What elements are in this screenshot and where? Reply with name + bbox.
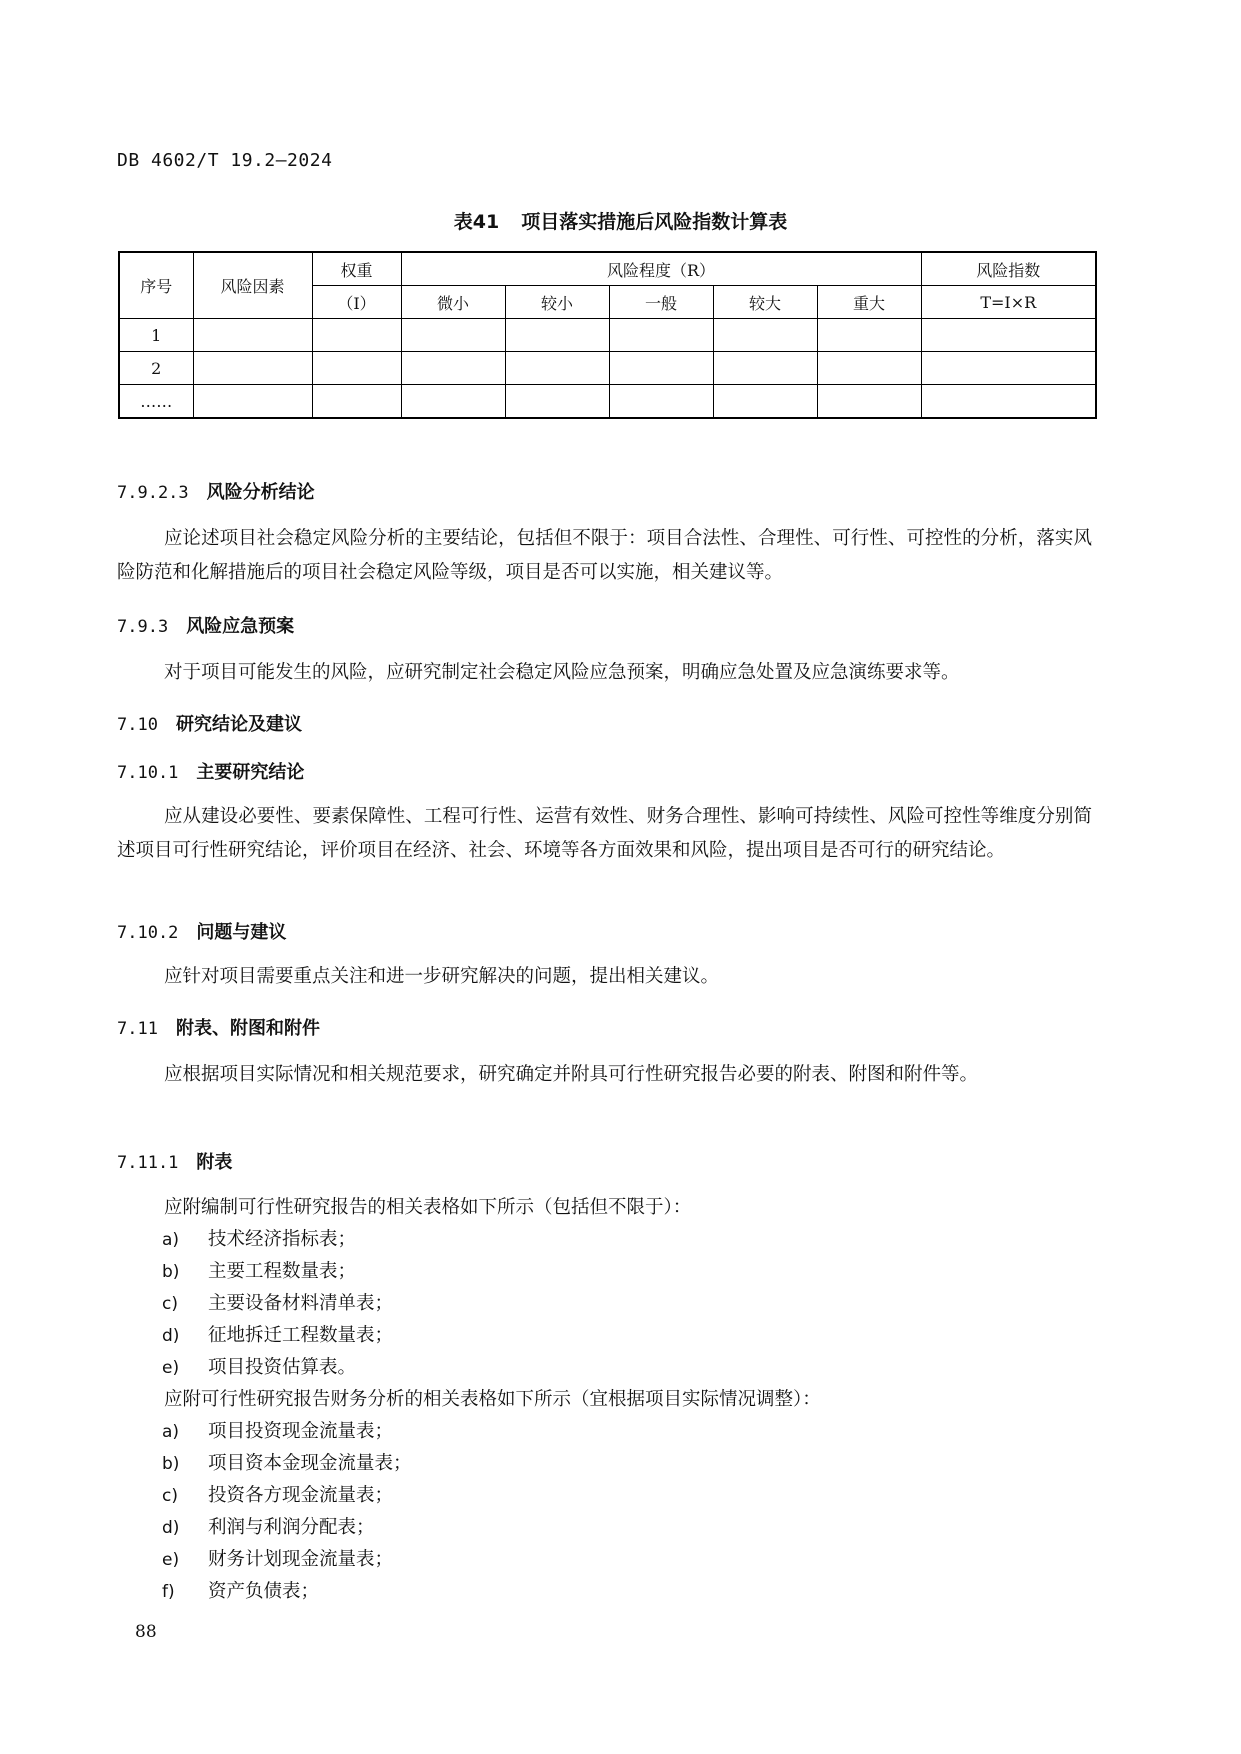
- list-item: d) 征地拆迁工程数量表；: [162, 1325, 394, 1346]
- list-item: a) 技术经济指标表；: [162, 1229, 357, 1250]
- list-item: f) 资产负债表；: [162, 1581, 320, 1602]
- paragraph: 应针对项目需要重点关注和进一步研究解决的问题，提出相关建议。: [164, 966, 720, 987]
- page-number: 88: [135, 1622, 157, 1642]
- paragraph: 应论述项目社会稳定风险分析的主要结论，包括但不限于：项目合法性、合理性、可行性、可控性的分析，落实风险防范和化解措施后的项目社会稳定风险等级，项目是否可以实施，相关建议等。: [117, 528, 1092, 583]
- paragraph: 应从建设必要性、要素保障性、工程可行性、运营有效性、财务合理性、影响可持续性、风险可控性等维度分别简述项目可行性研究结论，评价项目在经济、社会、环境等各方面效果和风险，提出项目是否可行的研究结论。: [117, 806, 1092, 861]
- header-factor: 风险因素: [193, 252, 312, 319]
- section-heading-7-11-1: 7.11.1 附表: [117, 1152, 233, 1173]
- header-level: 微小: [401, 286, 505, 319]
- section-heading-7-9-2-3: 7.9.2.3 风险分析结论: [117, 482, 315, 503]
- table-row: [119, 385, 1096, 419]
- header-level: 重大: [817, 286, 921, 319]
- list-item: b) 主要工程数量表；: [162, 1261, 357, 1282]
- section-heading-7-10-1: 7.10.1 主要研究结论: [117, 762, 305, 783]
- paragraph: 对于项目可能发生的风险，应研究制定社会稳定风险应急预案，明确应急处置及应急演练要求等。: [164, 662, 960, 683]
- paragraph: 应附可行性研究报告财务分析的相关表格如下所示（宜根据项目实际情况调整）：: [164, 1389, 821, 1410]
- list-item: e) 项目投资估算表。: [162, 1357, 357, 1378]
- table-row: [119, 352, 1096, 385]
- section-heading-7-10-2: 7.10.2 问题与建议: [117, 922, 287, 943]
- header-seq: 序号: [119, 252, 193, 319]
- list-item: c) 投资各方现金流量表；: [162, 1485, 394, 1506]
- header-level: 一般: [609, 286, 713, 319]
- document-id: DB 4602/T 19.2—2024: [117, 150, 333, 171]
- header-level: 较小: [505, 286, 609, 319]
- header-level: 较大: [713, 286, 817, 319]
- section-heading-7-10: 7.10 研究结论及建议: [117, 714, 302, 735]
- table-row: [119, 319, 1096, 352]
- list-item: c) 主要设备材料清单表；: [162, 1293, 394, 1314]
- list-item: a) 项目投资现金流量表；: [162, 1421, 394, 1442]
- header-degree: 风险程度（R）: [401, 252, 921, 286]
- section-heading-7-9-3: 7.9.3 风险应急预案: [117, 616, 295, 637]
- table-title-text: 项目落实措施后风险指数计算表: [521, 211, 788, 233]
- header-index-formula: T=I×R: [921, 286, 1096, 319]
- list-item: d) 利润与利润分配表；: [162, 1517, 375, 1538]
- paragraph: 应附编制可行性研究报告的相关表格如下所示（包括但不限于）：: [164, 1197, 692, 1218]
- table-number: 表41: [453, 211, 500, 233]
- list-item: e) 财务计划现金流量表；: [162, 1549, 394, 1570]
- row-seq: 1: [119, 319, 193, 352]
- paragraph: 应根据项目实际情况和相关规范要求，研究确定并附具可行性研究报告必要的附表、附图和附件等。: [164, 1064, 979, 1085]
- row-seq: 2: [119, 352, 193, 385]
- row-seq: ……: [119, 385, 193, 419]
- header-index: 风险指数: [921, 252, 1096, 286]
- list-item: b) 项目资本金现金流量表；: [162, 1453, 412, 1474]
- table-title: [0, 207, 1241, 234]
- section-heading-7-11: 7.11 附表、附图和附件: [117, 1018, 320, 1039]
- header-weight-symbol: （I）: [312, 286, 401, 319]
- risk-index-table: [118, 251, 1097, 419]
- header-weight: 权重: [312, 252, 401, 286]
